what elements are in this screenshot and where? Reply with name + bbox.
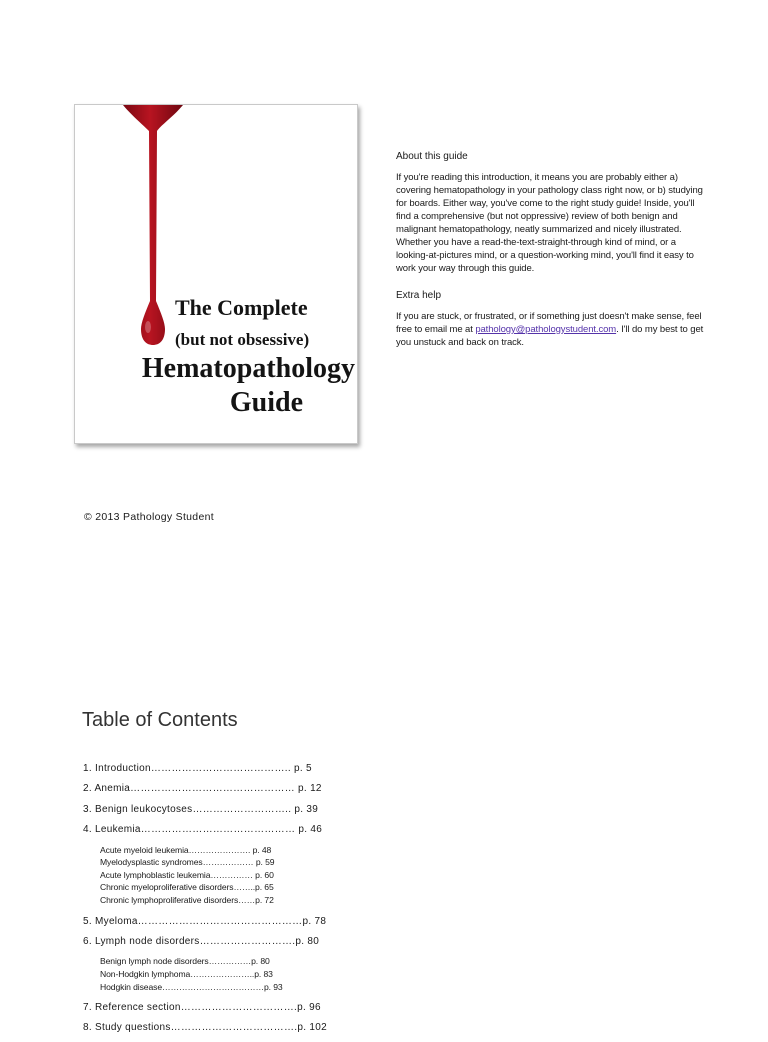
toc-spacer (83, 993, 373, 1001)
extra-help-text-after: . I'll do my best to get you unstuck and back on track. (396, 324, 704, 348)
toc-spacer (83, 907, 373, 915)
toc-subentry[interactable]: Benign lymph node disorders……………p. 80 (100, 956, 270, 967)
toc-entry[interactable]: 5. Myeloma…………………………………………p. 78 (83, 915, 327, 927)
drip-stream (123, 105, 183, 345)
table-of-contents (83, 762, 373, 1042)
toc-subentry[interactable]: Acute lymphoblastic leukemia…………… p. 60 (100, 869, 274, 880)
toc-entry[interactable]: 6. Lymph node disorders……………………….p. 80 (83, 935, 320, 947)
about-body: If you're reading this introduction, it means you are probably either a) covering hematopathology in your pathology class right now, or b) studying for boards. Either way, you've come to the right study guide! Inside, you'll find a comprehensive (but not oppressive) review of both benign and malignant hematopathology, neatly summarized and nicely illustrated. Whether you have a read-the-text-straight-through kind of mind, or a looking-at-pictures mind, or a question-working mind, you'll find it easy to work your way through this guide. (396, 172, 703, 274)
cover-heading-guide: Guide (229, 387, 303, 418)
cover-subtitle: (but not obsessive) (175, 330, 310, 349)
toc-subentry[interactable]: Acute myeloid leukemia…………………. p. 48 (100, 844, 272, 855)
about-heading: About this guide (396, 151, 468, 162)
toc-subentry[interactable]: Non-Hodgkin lymphoma…………………..p. 83 (100, 968, 273, 979)
toc-entry[interactable]: 1. Introduction………………………………….. p. 5 (83, 763, 312, 774)
copyright-notice: © 2013 Pathology Student (84, 511, 214, 523)
cover-title: The Complete (175, 295, 308, 320)
extra-help-text-before: If you are stuck, or frustrated, or if something just doesn't make sense, feel free to email me at (396, 311, 702, 335)
toc-entry[interactable]: 2. Anemia………………………………………… p. 12 (83, 783, 322, 795)
toc-subentry[interactable]: Chronic myeloproliferative disorders……..p. 65 (100, 882, 274, 893)
toc-title: Table of Contents (82, 709, 238, 731)
extra-help-heading: Extra help (396, 290, 442, 301)
extra-help-body (396, 310, 706, 349)
toc-entry[interactable]: 8. Study questions……………………………….p. 102 (83, 1022, 327, 1034)
about-section (396, 150, 706, 363)
email-link[interactable]: pathology@pathologystudent.com (475, 324, 617, 335)
toc-entry[interactable]: 4. Leukemia……………………………………… p. 46 (83, 824, 323, 836)
cover-heading-hematopathology: Hematopathology (141, 353, 355, 384)
toc-subentry[interactable]: Hodgkin disease………………………………p. 93 (100, 981, 283, 992)
toc-subentry[interactable]: Myelodysplastic syndromes……………… p. 59 (100, 857, 275, 868)
book-cover (74, 104, 358, 444)
toc-subentry[interactable]: Chronic lymphoproliferative disorders……p. 72 (100, 894, 274, 905)
toc-entry[interactable]: 7. Reference section…………………………….p. 96 (83, 1002, 321, 1014)
toc-entry[interactable]: 3. Benign leukocytoses……………………….. p. 39 (83, 803, 319, 815)
